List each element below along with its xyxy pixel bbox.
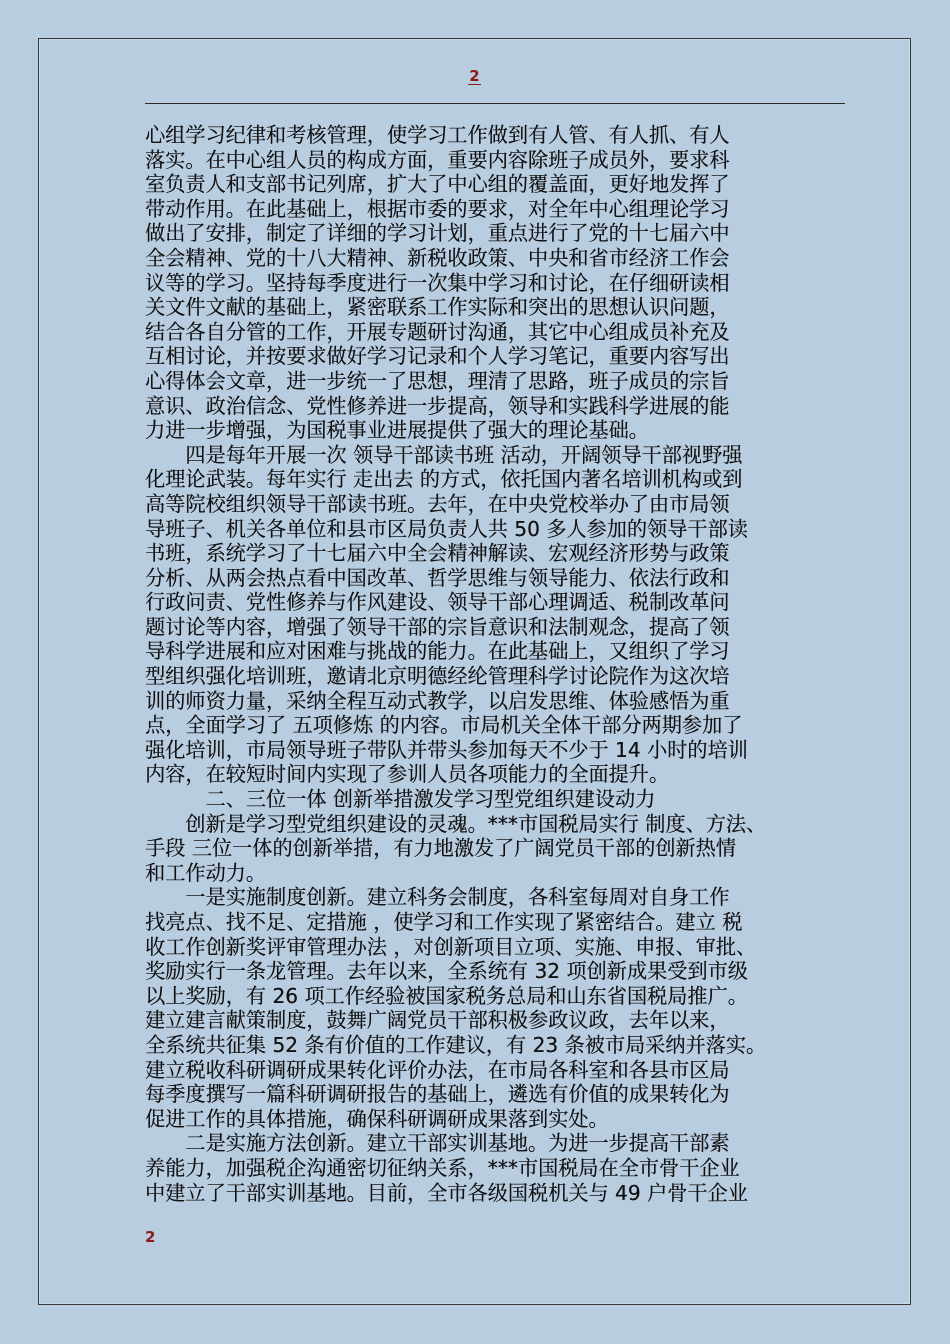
body-line: 行政问责、党性修养与作风建设、领导干部心理调适、税制改革问 [145,590,730,615]
body-line: 关文件文献的基础上，紧密联系工作实际和突出的思想认识问题， [145,295,730,320]
footer-page-number: 2 [145,1228,156,1246]
body-line: 一是实施制度创新。建立科务会制度，各科室每周对自身工作 [145,885,730,910]
body-line: 议等的学习。坚持每季度进行一次集中学习和讨论，在仔细研读相 [145,270,730,295]
body-line: 结合各自分管的工作，开展专题研讨沟通，其它中心组成员补充及 [145,319,730,344]
body-line: 手段 三位一体的创新举措，有力地激发了广阔党员干部的创新热情 [145,836,736,861]
body-line: 创新是学习型党组织建设的灵魂。***市国税局实行 制度、方法、 [145,811,767,836]
body-line: 分析、从两会热点看中国改革、哲学思维与领导能力、依法行政和 [145,565,730,590]
body-line: 和工作动力。 [145,860,266,885]
document-body [145,123,857,1205]
header-divider [145,103,845,104]
body-line: 带动作用。在此基础上，根据市委的要求，对全年中心组理论学习 [145,196,730,221]
body-line: 点，全面学习了 五项修炼 的内容。市局机关全体干部分两期参加了 [145,713,743,738]
body-line: 力进一步增强，为国税事业进展提供了强大的理论基础。 [145,418,649,443]
body-line: 做出了安排，制定了详细的学习计划，重点进行了党的十七届六中 [145,221,730,246]
body-line: 全系统共征集 52 条有价值的工作建议，有 23 条被市局采纳并落实。 [145,1032,767,1057]
body-line: 找亮点、找不足、定措施 ，使学习和工作实现了紧密结合。建立 税 [145,910,743,934]
body-line: 意识、政治信念、党性修养进一步提高，领导和实践科学进展的能 [145,393,730,418]
body-line: 心组学习纪律和考核管理，使学习工作做到有人管、有人抓、有人 [145,123,730,147]
body-line: 内容，在较短时间内实现了参训人员各项能力的全面提升。 [145,762,669,787]
body-line: 二是实施方法创新。建立干部实训基地。为进一步提高干部素 [145,1131,730,1156]
body-line: 每季度撰写一篇科研调研报告的基础上，遴选有价值的成果转化为 [145,1082,730,1107]
body-line: 以上奖励，有 26 项工作经验被国家税务总局和山东省国税局推广。 [145,983,748,1008]
body-line: 全会精神、党的十八大精神、新税收政策、中央和省市经济工作会 [145,245,730,270]
body-line: 书班，系统学习了十七届六中全会精神解读、宏观经济形势与政策 [145,541,730,566]
body-line: 室负责人和支部书记列席，扩大了中心组的覆盖面，更好地发挥了 [145,172,730,197]
document-page [38,38,911,1305]
body-line: 养能力，加强税企沟通密切征纳关系，***市国税局在全市骨干企业 [145,1155,740,1180]
header-page-number-text: 2 [469,67,480,85]
body-line: 落实。在中心组人员的构成方面，重要内容除班子成员外，要求科 [145,147,730,172]
body-line: 强化培训，市局领导班子带队并带头参加每天不少于 14 小时的培训 [145,737,748,762]
body-line: 导科学进展和应对困难与挑战的能力。在此基础上，又组织了学习 [145,639,730,664]
body-line: 四是每年开展一次 领导干部读书班 活动，开阔领导干部视野强 [145,442,743,467]
body-line: 促进工作的具体措施，确保科研调研成果落到实处。 [145,1106,609,1131]
body-line: 心得体会文章，进一步统一了思想，理清了思路，班子成员的宗旨 [145,368,730,393]
body-line: 化理论武装。每年实行 走出去 的方式，依托国内著名培训机构或到 [145,467,743,492]
body-line: 型组织强化培训班，邀请北京明德经纶管理科学讨论院作为这次培 [145,664,730,689]
body-line: 高等院校组织领导干部读书班。去年，在中央党校举办了由市局领 [145,491,730,516]
body-line: 题讨论等内容，增强了领导干部的宗旨意识和法制观念，提高了领 [145,614,730,639]
body-line: 中建立了干部实训基地。目前，全市各级国税机关与 49 户骨干企业 [145,1180,748,1205]
body-line: 奖励实行一条龙管理。去年以来，全系统有 32 项创新成果受到市级 [145,959,748,984]
body-line: 收工作创新奖评审管理办法 ，对创新项目立项、实施、申报、审批、 [145,934,757,959]
body-line: 建立建言献策制度，鼓舞广阔党员干部积极参政议政，去年以来， [145,1008,730,1033]
body-line: 训的师资力量，采纳全程互动式教学，以启发思维、体验感悟为重 [145,688,730,713]
body-line: 互相讨论，并按要求做好学习记录和个人学习笔记，重要内容写出 [145,344,730,369]
body-line: 二、三位一体 创新举措激发学习型党组织建设动力 [145,787,656,812]
header-page-number [39,67,910,85]
body-line: 建立税收科研调研成果转化评价办法，在市局各科室和各县市区局 [145,1057,730,1082]
body-line: 导班子、机关各单位和县市区局负责人共 50 多人参加的领导干部读 [145,516,748,541]
